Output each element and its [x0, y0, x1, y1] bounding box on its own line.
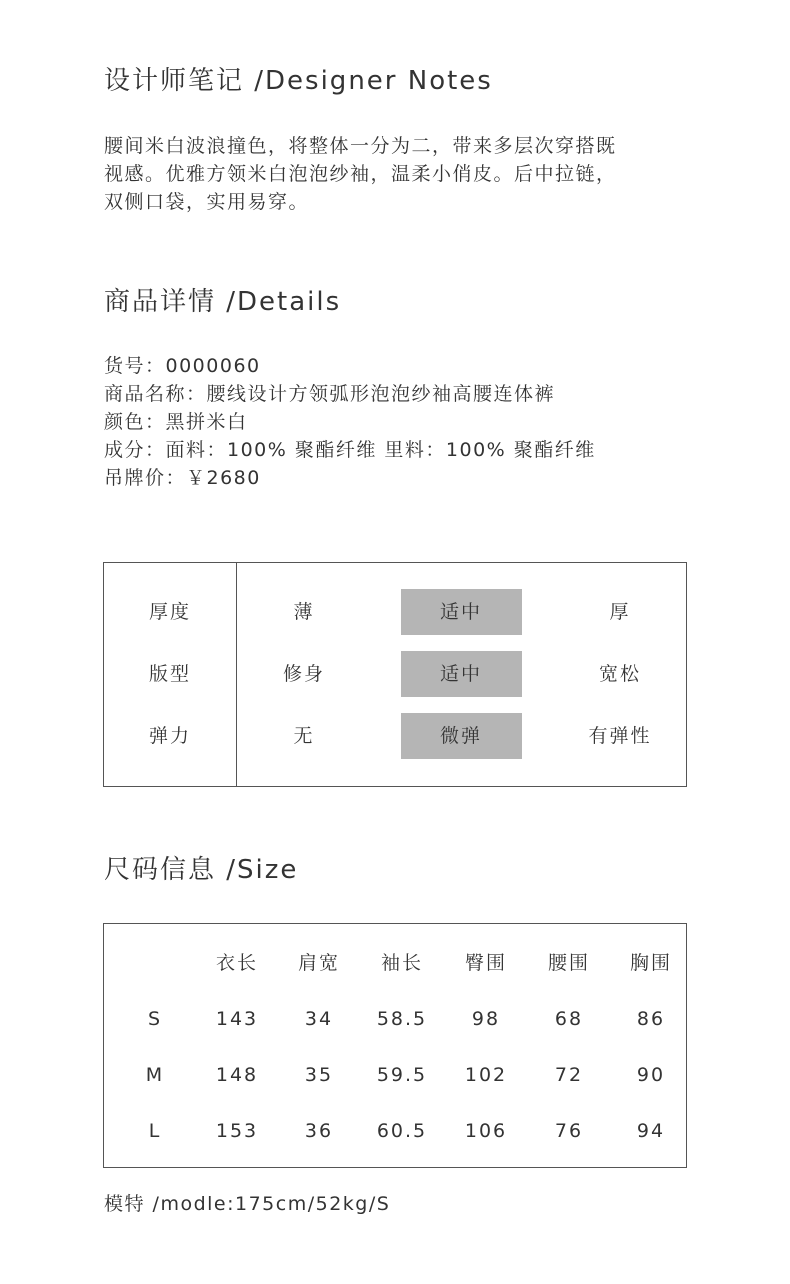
size-row-label: S: [147, 1008, 163, 1030]
size-cell: 68: [554, 1008, 584, 1030]
size-cell: 153: [215, 1120, 259, 1142]
thickness-option-thin: 薄: [293, 601, 315, 623]
thickness-label: 厚度: [148, 601, 191, 623]
size-cell: 90: [636, 1064, 666, 1086]
details-title: 商品详情 /Details: [104, 287, 342, 317]
size-table: [103, 923, 687, 1168]
size-cell: 102: [464, 1064, 508, 1086]
size-header-shoulder: 肩宽: [297, 952, 340, 974]
size-cell: 34: [304, 1008, 334, 1030]
details-list: [104, 352, 596, 492]
details-price: 吊牌价：￥2680: [104, 467, 261, 489]
designer-notes-line: 双侧口袋，实用易穿。: [104, 191, 310, 213]
model-note: 模特 /modle:175cm/52kg/S: [104, 1193, 391, 1215]
thickness-option-thick: 厚: [609, 601, 631, 623]
fit-option-slim: 修身: [282, 663, 325, 685]
size-cell: 58.5: [376, 1008, 428, 1030]
fit-option-regular: 适中: [439, 663, 482, 685]
stretch-option-elastic: 有弹性: [588, 725, 652, 747]
details-material: 成分：面料：100% 聚酯纤维 里料：100% 聚酯纤维: [104, 439, 596, 461]
size-cell: 143: [215, 1008, 259, 1030]
size-header-length: 衣长: [215, 952, 258, 974]
size-cell: 35: [304, 1064, 334, 1086]
details-product-name: 商品名称：腰线设计方领弧形泡泡纱袖高腰连体裤: [104, 383, 556, 405]
size-cell: 72: [554, 1064, 584, 1086]
size-cell: 59.5: [376, 1064, 428, 1086]
stretch-option-none: 无: [293, 725, 315, 747]
designer-notes-text: [104, 132, 617, 216]
size-cell: 76: [554, 1120, 584, 1142]
fit-option-loose: 宽松: [598, 663, 641, 685]
size-cell: 148: [215, 1064, 259, 1086]
size-cell: 106: [464, 1120, 508, 1142]
size-header-hip: 臀围: [464, 952, 507, 974]
attribute-table-divider: [236, 563, 237, 786]
size-header-bust: 胸围: [629, 952, 672, 974]
thickness-option-medium: 适中: [439, 601, 482, 623]
attribute-table: [103, 562, 687, 787]
size-cell: 94: [636, 1120, 666, 1142]
size-row-label: M: [145, 1064, 165, 1086]
size-cell: 98: [471, 1008, 501, 1030]
details-sku: 货号：0000060: [104, 355, 261, 377]
designer-notes-line: 视感。优雅方领米白泡泡纱袖，温柔小俏皮。后中拉链，: [104, 163, 617, 185]
size-header-waist: 腰围: [547, 952, 590, 974]
size-title: 尺码信息 /Size: [104, 855, 299, 885]
designer-notes-line: 腰间米白波浪撞色，将整体一分为二，带来多层次穿搭既: [104, 135, 617, 157]
size-cell: 60.5: [376, 1120, 428, 1142]
designer-notes-title: 设计师笔记 /Designer Notes: [104, 66, 493, 96]
size-row-label: L: [148, 1120, 162, 1142]
size-header-sleeve: 袖长: [380, 952, 423, 974]
stretch-option-slight: 微弹: [439, 725, 482, 747]
fit-label: 版型: [148, 663, 191, 685]
stretch-label: 弹力: [148, 725, 191, 747]
details-color: 颜色：黑拼米白: [104, 411, 248, 433]
size-cell: 86: [636, 1008, 666, 1030]
size-cell: 36: [304, 1120, 334, 1142]
